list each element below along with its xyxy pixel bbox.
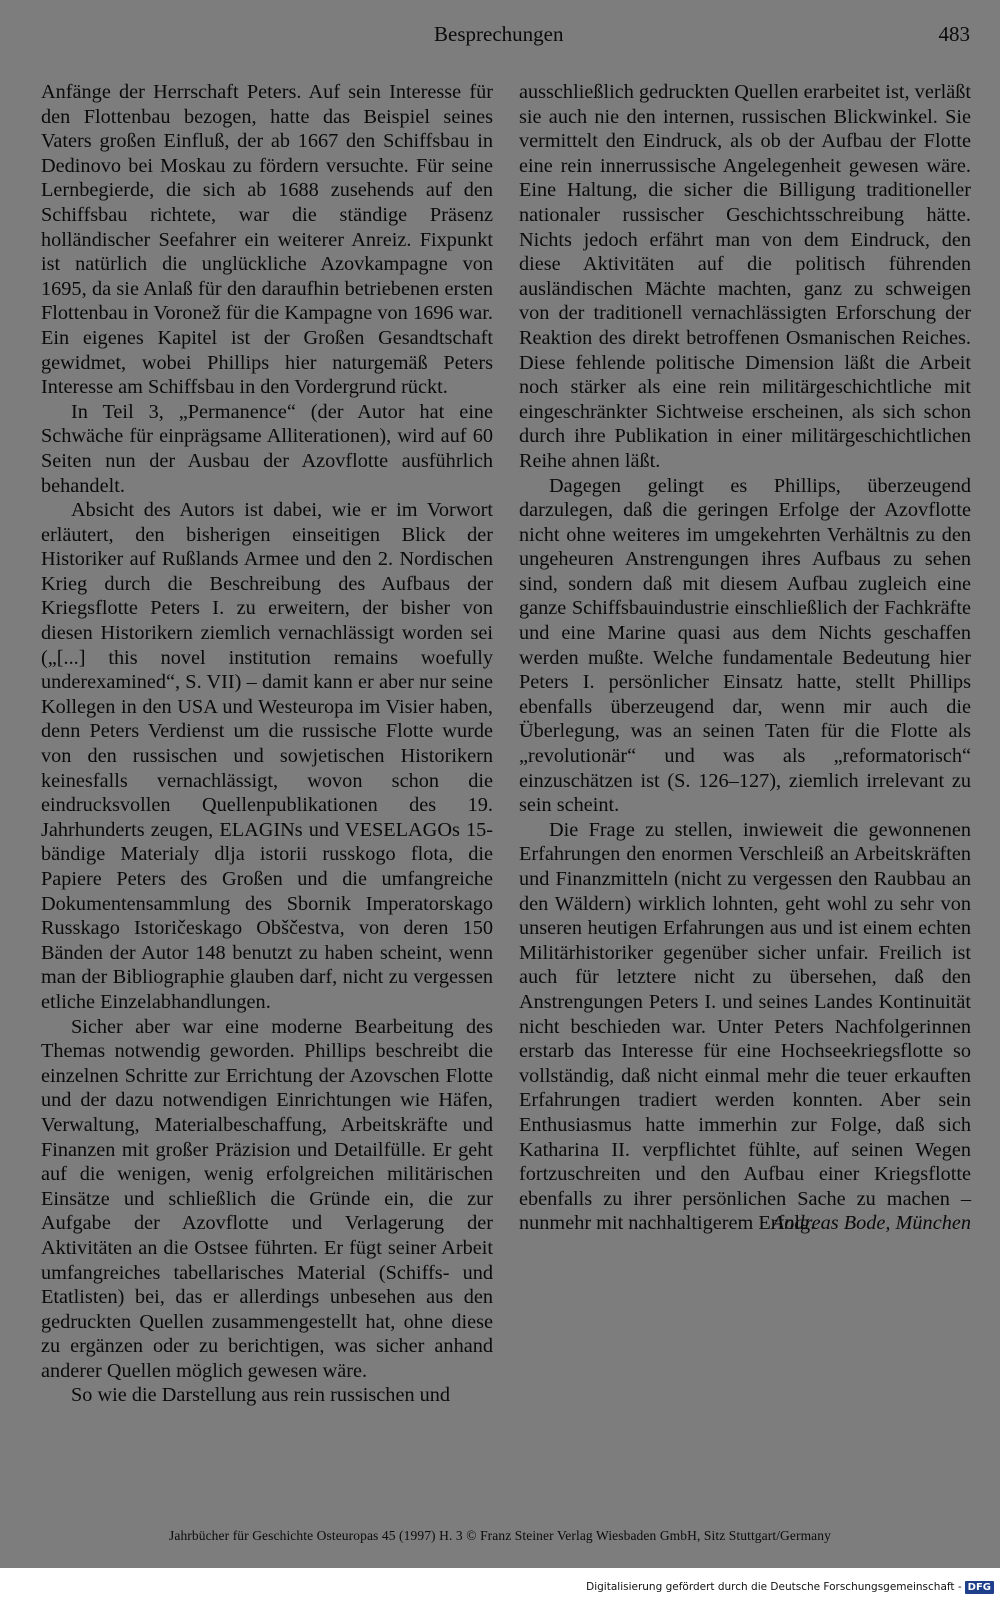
- paragraph: In Teil 3, „Permanence“ (der Autor hat eine Schwäche für einprägsame Alliterationen), wird auf 60 Seiten nun der Ausbau der Azovflotte ausführlich behandelt.: [41, 400, 493, 497]
- running-header: [42, 22, 970, 52]
- paragraph: Sicher aber war eine moderne Bearbeitung des Themas notwendig geworden. Phillips beschreibt die einzelnen Schritte zur Errichtung der Azovschen Flotte und der dazu notwendigen Einrichtungen wie Häfen, Verwaltung, Materialbeschaffung, Arbeitskräfte und Finanzen mit großer Präzision und Detailfülle. Er geht auf die wenigen, wenig erfolgreichen militärischen Einsätze und schließlich die Gründe ein, die zur Aufgabe der Azovflotte und Verlagerung der Aktivitäten an die Ostsee führten. Er fügt seiner Arbeit umfangreiches tabellarisches Material (Schiffs- und Etatlisten) bei, das er allerdings unbesehen aus den gedruckten Quellen zusammengestellt hat, ohne diese zu ergänzen oder zu berichtigen, was sicher anhand anderer Quellen möglich gewesen wäre.: [41, 1015, 493, 1382]
- paragraph: Anfänge der Herrschaft Peters. Auf sein Interesse für den Flottenbau bezogen, hatte das Beispiel seines Vaters großen Einfluß, der ab 1667 den Schiffsbau in Dedinovo bei Moskau zu fördern versuchte. Für seine Lernbegierde, die sich ab 1688 zusehends auf den Schiffsbau richtete, war die ständige Präsenz holländischer Seefahrer ein weiterer Anreiz. Fixpunkt ist natürlich die unglückliche Azovkampagne von 1695, da sie Anlaß für den daraufhin betriebenen ersten Flottenbau in Voronež für die Kampagne von 1696 war. Ein eigenes Kapitel ist der Großen Gesandtschaft gewidmet, wobei Phillips hier naturgemäß Peters Interesse am Schiffsbau in den Vordergrund rückt.: [41, 81, 493, 399]
- left-text-column: [41, 80, 493, 1408]
- paragraph: Absicht des Autors ist dabei, wie er im Vorwort erläutert, den bisherigen einseitigen Blick der Historiker auf Rußlands Armee und den 2. Nordischen Krieg durch die Beschreibung des Aufbaus der Kriegsflotte Peters I. zu erweitern, der bisher von diesen Historikern ziemlich vernachlässigt worden sei („[...] this novel institution remains woefully underexamined“, S. VII) – damit kann er aber nur seine Kollegen in den USA und Westeuropa im Visier haben, denn Peters Verdienst um die russische Flotte wurde von den russischen und sowjetischen Historikern keinesfalls vernachlässigt, wovon schon die eindrucksvollen Quellenpublikationen des 19. Jahrhunderts zeugen, ELAGINs und VESELAGOs 15-bändige Materialy dlja istorii russkogo flota, die Papiere Peters des Großen und die umfangreiche Dokumentensammlung des Sbornik Imperatorskago Russkago Istoričeskago Obščestva, von deren 150 Bänden der Autor 148 benutzt zu haben scheint, wenn man der Bibliographie glauben darf, nicht zu vergessen etliche Einzelabhandlungen.: [41, 499, 493, 1013]
- paragraph: Dagegen gelingt es Phillips, überzeugend darzulegen, daß die geringen Erfolge der Azovflotte nicht ohne weiteres im umgekehrten Verhältnis zu den ungeheuren Anstrengungen ihres Aufbaus zu sehen sind, sondern daß mit diesem Aufbau zugleich eine ganze Schiffsbauindustrie einschließlich der Fachkräfte und eine Marine quasi aus dem Nichts geschaffen werden mußte. Welche fundamentale Bedeutung hier Peters I. persönlicher Einsatz hatte, stellt Phillips ebenfalls überzeugend dar, wenn mir auch die Überlegung, was an seinen Taten für die Flotte als „revolutionär“ und was als „reformatorisch“ einzuschätzen ist (S. 126–127), ziemlich irrelevant zu sein scheint.: [519, 474, 971, 817]
- paragraph: So wie die Darstellung aus rein russischen und: [71, 1384, 451, 1407]
- digitization-notice: Digitalisierung gefördert durch die Deutsche Forschungsgemeinschaft -: [586, 1581, 962, 1593]
- page-number: 483: [938, 22, 970, 46]
- paragraph: Die Frage zu stellen, inwieweit die gewonnenen Erfahrungen den enormen Verschleiß an Arbeitskräften und Finanzmitteln (nicht zu vergessen den Raubbau an den Wäldern) wirklich lohnten, geht wohl zu sehr von unseren heutigen Erfahrungen aus und ist einem echten Militärhistoriker gegenüber sicher unfair. Freilich ist auch für letztere nicht zu übersehen, daß den Anstrengungen Peters I. und seines Landes Kontinuität nicht beschieden war. Unter Peters Nachfolgerinnen erstarb das Interesse für eine Hochseekriegsflotte so vollständig, daß nicht einmal mehr die teuer erkauften Erfahrungen tradiert werden konnten. Aber sein Enthusiasmus hatte immerhin zur Folge, daß sich Katharina II. verpflichtet fühlte, auf seinen Wegen fortzuschreiten und den Aufbau einer Kriegsflotte ebenfalls zu ihrer persönlichen Sache zu machen – nunmehr mit nachhaltigerem Erfolg.: [519, 818, 971, 1235]
- paragraph: ausschließlich gedruckten Quellen erarbeitet ist, verläßt sie auch nie den internen, russischen Blickwinkel. Sie vermittelt den Eindruck, als ob der Aufbau der Flotte eine rein innerrussische Angelegenheit gewesen wäre. Eine Haltung, die sicher die Billigung traditioneller nationaler russischer Geschichtsschreibung hätte. Nichts jedoch erfährt man von dem Eindruck, den diese Aktivitäten auf die politisch führenden ausländischen Mächte machten, ganz zu schweigen von der traditionell vernachlässigten Erforschung der Reaktion des direkt betroffenen Osmanischen Reiches. Diese fehlende politische Dimension läßt die Arbeit noch stärker als eine rein militärgeschichtliche mit eingeschränkter Sichtweise erscheinen, als sich schon durch ihre Publikation in einer militärgeschichtlichen Reihe ahnen läßt.: [519, 81, 971, 472]
- header-title: Besprechungen: [434, 22, 564, 46]
- dfg-logo: DFG: [965, 1581, 994, 1594]
- journal-footer: Jahrbücher für Geschichte Osteuropas 45 (1997) H. 3 © Franz Steiner Verlag Wiesbaden GmbH, Sitz Stuttgart/Germany: [169, 1528, 831, 1543]
- digitization-notice-bar: [586, 1578, 994, 1596]
- right-text-column: [519, 80, 971, 1236]
- author-signature: Andreas Bode, München: [771, 1212, 971, 1235]
